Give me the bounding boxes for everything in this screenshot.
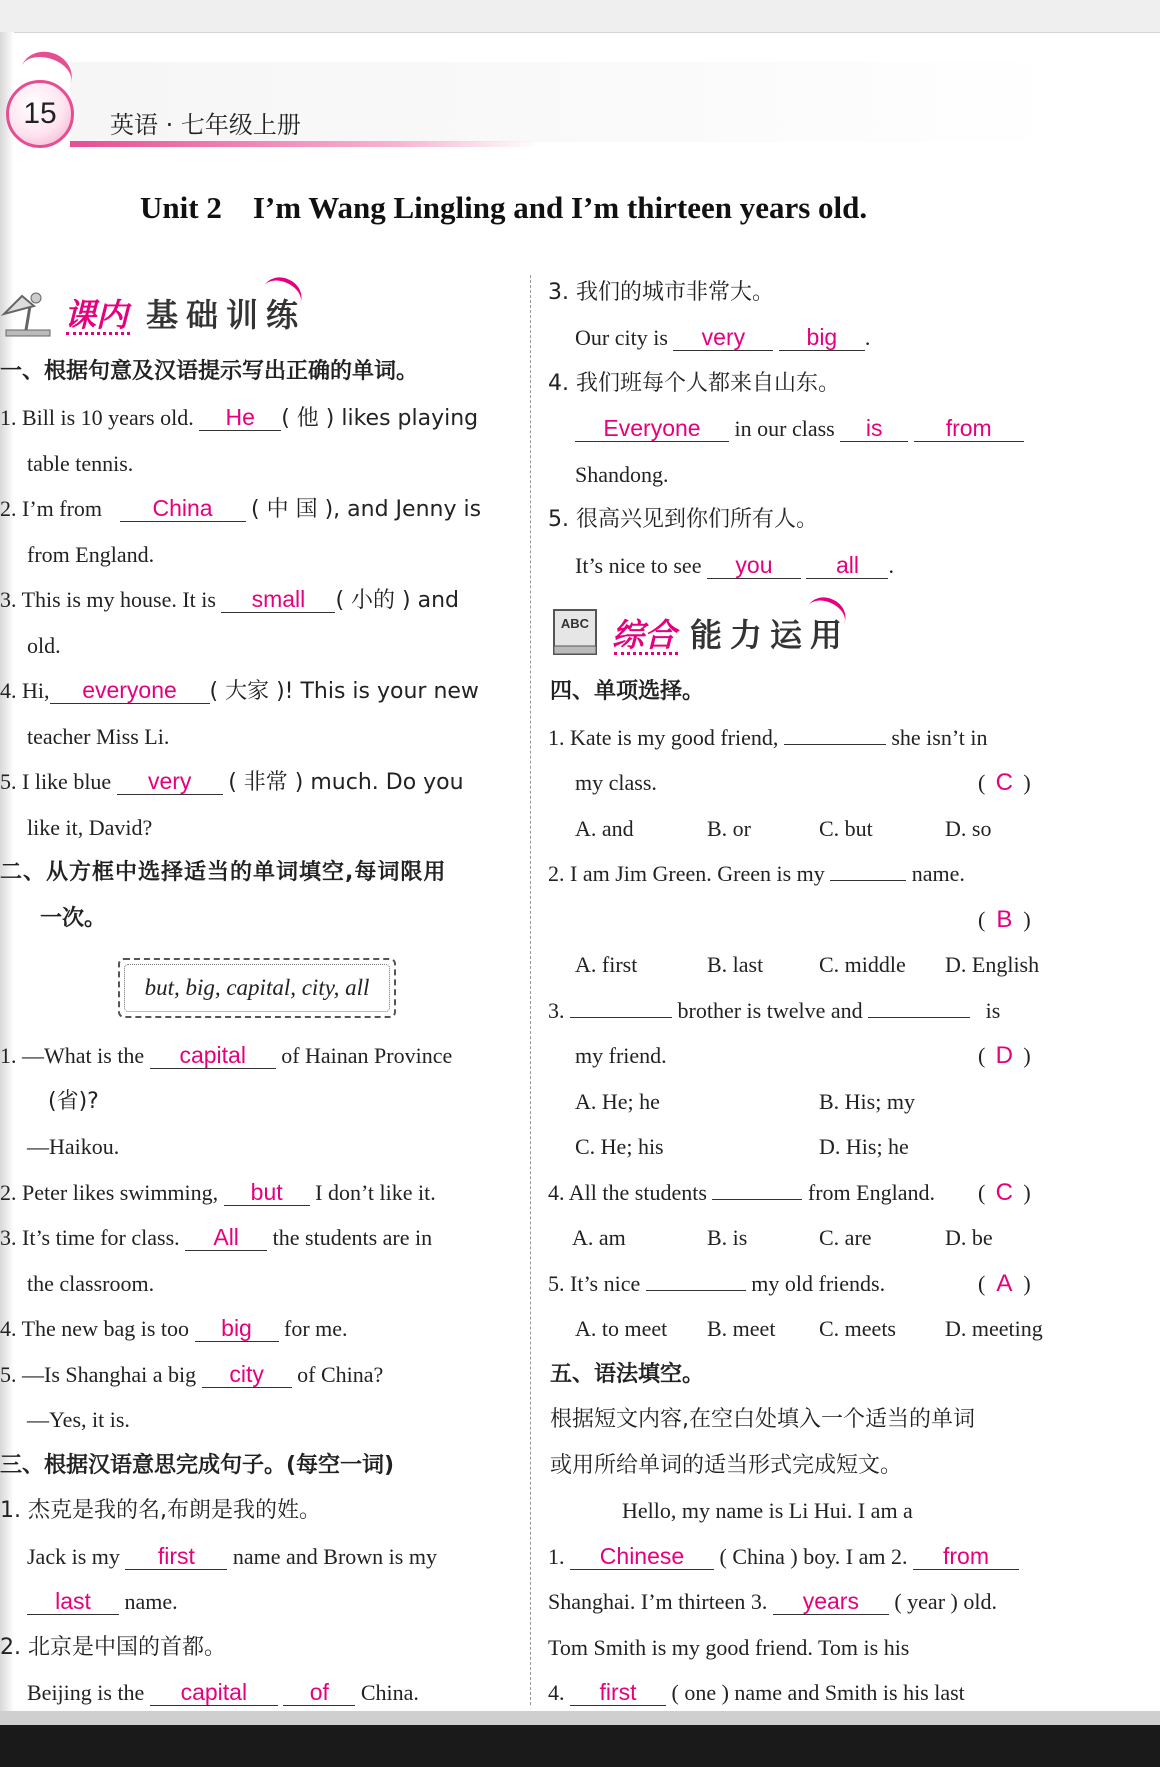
question-text: for me. bbox=[284, 1316, 348, 1341]
answer-blank: but bbox=[224, 1179, 310, 1206]
option: D. English bbox=[945, 952, 1040, 977]
part2-q1-line1 bbox=[0, 1041, 452, 1071]
part1-q2-line2: from England. bbox=[27, 542, 155, 567]
header-underline bbox=[70, 141, 540, 147]
option: C. middle bbox=[819, 952, 906, 977]
passage-text: ( one ) name and Smith is his last bbox=[671, 1680, 965, 1705]
part1-q5-line1 bbox=[0, 767, 464, 798]
answer-letter: C bbox=[995, 769, 1013, 796]
part5-heading: 五、语法填空。 bbox=[550, 1362, 705, 1387]
part3-q1-line2 bbox=[27, 1587, 178, 1617]
question-text: ( 他 ) likes playing bbox=[281, 406, 479, 431]
answer-blank: He bbox=[199, 404, 281, 431]
part4-q3-line2: my friend. bbox=[575, 1043, 667, 1068]
answer-blank: last bbox=[27, 1588, 119, 1615]
part4-q5-options bbox=[575, 1314, 1043, 1344]
answer-blank: All bbox=[185, 1224, 267, 1251]
answer-blank: China bbox=[120, 495, 246, 522]
page-number-badge bbox=[6, 80, 74, 148]
question-text: 3. This is my house. It is bbox=[0, 587, 216, 612]
part4-q1-line1 bbox=[548, 723, 988, 753]
part3-q4-chinese: 4. 我们班每个人都来自山东。 bbox=[548, 371, 840, 396]
part2-q2 bbox=[0, 1178, 436, 1208]
answer-blank: capital bbox=[150, 1042, 276, 1069]
option: A. to meet bbox=[575, 1316, 668, 1341]
part4-q5-line1 bbox=[548, 1269, 885, 1299]
question-text: she isn’t in bbox=[891, 725, 988, 750]
part4-q2-line1 bbox=[548, 859, 965, 889]
word-bank-text: but, big, capital, city, all bbox=[144, 975, 370, 1000]
part1-q5-line2: like it, David? bbox=[27, 815, 153, 840]
answer-blank: is bbox=[840, 415, 908, 442]
answer-blank bbox=[570, 1017, 672, 1018]
part2-q1-line3: —Haikou. bbox=[27, 1134, 120, 1159]
part4-q3-line1 bbox=[548, 996, 1000, 1026]
dotted-underline bbox=[614, 652, 678, 655]
part2-q5-line1 bbox=[0, 1360, 383, 1390]
passage-text: ( China ) boy. I am 2. bbox=[719, 1544, 908, 1569]
part3-q5-line bbox=[575, 551, 894, 581]
part2-q3-line1 bbox=[0, 1223, 432, 1253]
part3-heading: 三、根据汉语意思完成句子。(每空一词) bbox=[0, 1453, 395, 1478]
section-prefix: 课内 bbox=[64, 296, 129, 334]
part1-q1-line1 bbox=[0, 403, 478, 434]
section-banner-zonghe bbox=[548, 598, 868, 668]
answer-blank: first bbox=[125, 1543, 227, 1570]
option: C. meets bbox=[819, 1316, 896, 1341]
question-text: ( 非常 ) much. Do you bbox=[228, 770, 464, 795]
part3-q3-chinese: 3. 我们的城市非常大。 bbox=[548, 280, 774, 305]
part4-q4-answer: ( C ) bbox=[978, 1179, 1031, 1206]
question-text: ( 小的 ) and bbox=[335, 588, 459, 613]
viewer-bottom-bar bbox=[0, 1725, 1160, 1767]
answer-blank: years bbox=[773, 1588, 889, 1615]
question-text: China. bbox=[360, 1680, 419, 1705]
word-bank-box bbox=[118, 958, 396, 1018]
part1-q1-line2: table tennis. bbox=[27, 451, 134, 476]
part4-q2-options bbox=[575, 950, 1039, 980]
answer-blank: very bbox=[117, 768, 223, 795]
answer-blank bbox=[784, 744, 886, 745]
answer-letter: A bbox=[996, 1270, 1013, 1297]
passage-line2 bbox=[548, 1542, 1019, 1572]
part3-q1-line1 bbox=[27, 1542, 437, 1572]
answer-blank: very bbox=[673, 324, 773, 351]
part2-heading: 二、从方框中选择适当的单词填空,每词限用 bbox=[0, 860, 447, 885]
question-text: 3. It’s time for class. bbox=[0, 1225, 180, 1250]
answer-blank: city bbox=[202, 1361, 292, 1388]
question-text: from England. bbox=[807, 1180, 935, 1205]
part3-q5-chinese: 5. 很高兴见到你们所有人。 bbox=[548, 507, 818, 532]
column-divider bbox=[530, 275, 531, 1705]
question-text: 1. Kate is my good friend, bbox=[548, 725, 779, 750]
question-text: name and Brown is my bbox=[232, 1544, 437, 1569]
part4-q4-line1 bbox=[548, 1178, 935, 1208]
option: A. am bbox=[572, 1225, 626, 1250]
part1-q4-line1 bbox=[0, 676, 479, 707]
option: A. and bbox=[575, 816, 634, 841]
passage-line4: Tom Smith is my good friend. Tom is his bbox=[548, 1635, 910, 1660]
part4-q1-line2: my class. bbox=[575, 770, 657, 795]
option: A. first bbox=[575, 952, 638, 977]
question-text: 1. Bill is 10 years old. bbox=[0, 405, 194, 430]
option: C. are bbox=[819, 1225, 872, 1250]
question-text: 4. Hi, bbox=[0, 678, 50, 703]
part5-intro-line1: 根据短文内容,在空白处填入一个适当的单词 bbox=[550, 1407, 975, 1432]
part2-q5-line2: —Yes, it is. bbox=[27, 1407, 130, 1432]
blank-number: 1. bbox=[548, 1544, 565, 1569]
part2-q1-line2: (省)? bbox=[48, 1089, 99, 1114]
part4-q4-options bbox=[572, 1223, 993, 1253]
question-text: 1. —What is the bbox=[0, 1043, 145, 1068]
question-text: Jack is my bbox=[27, 1544, 120, 1569]
passage-line1: Hello, my name is Li Hui. I am a bbox=[622, 1498, 913, 1523]
part3-q4-line2: Shandong. bbox=[575, 462, 669, 487]
part4-heading: 四、单项选择。 bbox=[550, 679, 705, 704]
question-text: 4. The new bag is too bbox=[0, 1316, 190, 1341]
part1-q4-line2: teacher Miss Li. bbox=[27, 724, 170, 749]
answer-blank: from bbox=[914, 415, 1024, 442]
answer-blank: of bbox=[283, 1679, 355, 1706]
question-text: name. bbox=[124, 1589, 178, 1614]
question-text: the students are in bbox=[272, 1225, 433, 1250]
section-title: 基础训练 bbox=[146, 296, 307, 334]
option: B. last bbox=[707, 952, 764, 977]
page-number: 15 bbox=[23, 97, 57, 130]
question-text: of China? bbox=[297, 1362, 384, 1387]
answer-blank: small bbox=[221, 586, 335, 613]
answer-letter: C bbox=[995, 1179, 1013, 1206]
answer-blank bbox=[868, 1017, 970, 1018]
question-text: Our city is bbox=[575, 325, 668, 350]
option: A. He; he bbox=[575, 1089, 660, 1114]
question-text: ( 中 国 ), and Jenny is bbox=[251, 497, 482, 522]
part4-q3-options-row1 bbox=[575, 1087, 915, 1117]
part3-q2-chinese: 2. 北京是中国的首都。 bbox=[0, 1635, 226, 1660]
answer-blank: big bbox=[779, 324, 865, 351]
option: B. meet bbox=[707, 1316, 776, 1341]
part3-q2-line bbox=[27, 1678, 419, 1708]
viewer-top-bar bbox=[0, 0, 1160, 33]
part1-q3-line1 bbox=[0, 585, 459, 616]
part2-q4 bbox=[0, 1314, 348, 1344]
answer-letter: B bbox=[996, 906, 1013, 933]
question-text: 5. It’s nice bbox=[548, 1271, 641, 1296]
question-text: It’s nice to see bbox=[575, 553, 702, 578]
answer-blank: first bbox=[570, 1679, 666, 1706]
option: D. be bbox=[945, 1225, 993, 1250]
part4-q2-answer: ( B ) bbox=[978, 906, 1031, 933]
passage-text: ( year ) old. bbox=[894, 1589, 997, 1614]
part4-q3-answer: ( D ) bbox=[978, 1042, 1031, 1069]
option: C. He; his bbox=[575, 1134, 664, 1159]
part4-q5-answer: ( A ) bbox=[978, 1270, 1031, 1297]
answer-blank bbox=[712, 1199, 802, 1200]
section-title: 能力运用 bbox=[690, 616, 851, 654]
part1-heading: 一、根据句意及汉语提示写出正确的单词。 bbox=[0, 359, 419, 384]
question-text: 4. All the students bbox=[548, 1180, 707, 1205]
part2-q3-line2: the classroom. bbox=[27, 1271, 155, 1296]
answer-blank: you bbox=[707, 552, 801, 579]
part4-q3-options-row2 bbox=[575, 1132, 909, 1162]
book-title: 英语 · 七年级上册 bbox=[110, 111, 301, 139]
answer-blank: Chinese bbox=[570, 1543, 714, 1570]
answer-blank bbox=[646, 1290, 746, 1291]
part3-q1-chinese: 1. 杰克是我的名,布朗是我的姓。 bbox=[0, 1498, 321, 1523]
answer-blank: everyone bbox=[50, 677, 210, 704]
answer-blank: from bbox=[913, 1543, 1019, 1570]
passage-line5 bbox=[548, 1678, 965, 1708]
question-text: 2. I am Jim Green. Green is my bbox=[548, 861, 825, 886]
option: B. is bbox=[707, 1225, 748, 1250]
question-text: 5. —Is Shanghai a big bbox=[0, 1362, 197, 1387]
option: C. but bbox=[819, 816, 873, 841]
part2-heading-cont: 一次。 bbox=[40, 906, 107, 931]
abc-label: ABC bbox=[560, 616, 590, 631]
question-text: of Hainan Province bbox=[281, 1043, 453, 1068]
part4-q1-options bbox=[575, 814, 991, 844]
question-text: . bbox=[888, 553, 894, 578]
question-text: I don’t like it. bbox=[315, 1180, 436, 1205]
part4-q1-answer: ( C ) bbox=[978, 769, 1031, 796]
question-text: in our class bbox=[734, 416, 835, 441]
passage-text: Shanghai. I’m thirteen 3. bbox=[548, 1589, 768, 1614]
lamp-icon bbox=[0, 284, 56, 340]
question-text: name. bbox=[911, 861, 965, 886]
question-text: Beijing is the bbox=[27, 1680, 145, 1705]
dotted-underline bbox=[66, 332, 130, 335]
answer-blank: big bbox=[195, 1315, 279, 1342]
answer-blank: all bbox=[806, 552, 888, 579]
question-text: 3. bbox=[548, 998, 565, 1023]
part3-q3-line bbox=[575, 323, 870, 353]
book-icon bbox=[548, 604, 604, 660]
part1-q2-line1 bbox=[0, 494, 481, 525]
option: D. so bbox=[945, 816, 992, 841]
answer-letter: D bbox=[995, 1042, 1013, 1069]
page-bottom-edge bbox=[0, 1711, 1160, 1725]
question-text: 2. Peter likes swimming, bbox=[0, 1180, 219, 1205]
question-text: brother is twelve and bbox=[677, 998, 863, 1023]
answer-blank: capital bbox=[150, 1679, 278, 1706]
option: B. or bbox=[707, 816, 751, 841]
question-text: . bbox=[864, 325, 871, 350]
section-prefix: 综合 bbox=[612, 616, 677, 654]
option: B. His; my bbox=[819, 1089, 915, 1114]
question-text: is bbox=[985, 998, 1001, 1023]
question-text: ( 大家 )! This is your new bbox=[209, 679, 479, 704]
part3-q4-line1 bbox=[575, 414, 1024, 444]
option: D. His; he bbox=[819, 1134, 909, 1159]
part1-q3-line2: old. bbox=[27, 633, 61, 658]
question-text: 2. I’m from bbox=[0, 496, 103, 521]
blank-number: 4. bbox=[548, 1680, 565, 1705]
part5-intro-line2: 或用所给单词的适当形式完成短文。 bbox=[550, 1453, 903, 1478]
option: D. meeting bbox=[945, 1316, 1043, 1341]
section-banner-ketang bbox=[0, 278, 320, 348]
unit-title: Unit 2 I’m Wang Lingling and I’m thirteen years old. bbox=[140, 190, 868, 225]
question-text: 5. I like blue bbox=[0, 769, 112, 794]
passage-line3 bbox=[548, 1587, 997, 1617]
question-text: my old friends. bbox=[751, 1271, 886, 1296]
answer-blank: Everyone bbox=[575, 415, 729, 442]
answer-blank bbox=[830, 880, 906, 881]
